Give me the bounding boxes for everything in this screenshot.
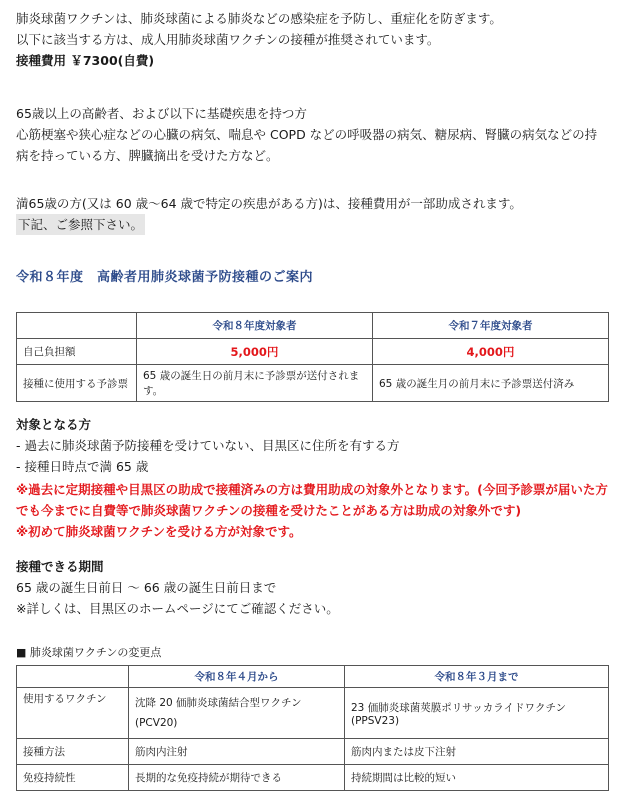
target-note-2: ※初めて肺炎球菌ワクチンを受ける方が対象です。: [16, 524, 302, 539]
table-header-cell: 令和７年度対象者: [373, 313, 609, 339]
row-label: 免疫持続性: [17, 765, 129, 791]
target-comparison-table: [16, 312, 609, 402]
table-row: [17, 365, 609, 402]
amount-r7: 4,000円: [373, 339, 609, 365]
table-cell: 筋肉内または皮下注射: [345, 739, 609, 765]
target-item-2: - 接種日時点で満 65 歳: [16, 459, 149, 474]
table-header-cell: 令和８年度対象者: [137, 313, 373, 339]
row-label: 使用するワクチン: [17, 688, 129, 739]
eligibility-line-2: 心筋梗塞や狭心症などの心臓の病気、喘息や COPD などの呼吸器の病気、糖尿病、腎臓の病気などの持病を持っている方、脾臓摘出を受けた方など。: [16, 127, 598, 163]
row-label: 自己負担額: [17, 339, 137, 365]
eligibility-line-1: 65歳以上の高齢者、および以下に基礎疾患を持つ方: [16, 106, 307, 121]
intro-line-1: 肺炎球菌ワクチンは、肺炎球菌による肺炎などの感染症を予防し、重症化を防ぎます。: [16, 11, 502, 26]
intro-line-2: 以下に該当する方は、成人用肺炎球菌ワクチンの接種が推奨されています。: [16, 32, 440, 47]
table-cell: 持続期間は比較的短い: [345, 765, 609, 791]
section-title: 令和８年度 高齢者用肺炎球菌予防接種のご案内: [16, 270, 314, 285]
period-line-1: 65 歳の誕生日前日 ～ 66 歳の誕生日前日まで: [16, 580, 277, 595]
subsidy-line-2: 下記、ご参照下さい。: [16, 214, 145, 235]
target-heading: 対象となる方: [16, 417, 92, 432]
table-cell: 65 歳の誕生日の前月末に予診票が送付されます。: [137, 365, 373, 402]
fee-line: 接種費用 ￥7300(自費): [16, 53, 155, 68]
table-cell: 筋肉内注射: [129, 739, 345, 765]
table-header-cell: 令和８年３月まで: [345, 666, 609, 688]
vaccine-changes-table: [16, 665, 609, 791]
table-cell: 23 価肺炎球菌莢膜ポリサッカライドワクチン(PPSV23): [345, 688, 609, 739]
table-row: [17, 688, 609, 739]
amount-r8: 5,000円: [137, 339, 373, 365]
table-row: [17, 765, 609, 791]
subsidy-line-1: 満65歳の方(又は 60 歳～64 歳で特定の疾患がある方)は、接種費用が一部助成されます。: [16, 196, 522, 211]
table-row: [17, 739, 609, 765]
table-cell: 沈降 20 価肺炎球菌結合型ワクチン(PCV20): [129, 688, 345, 739]
table-header-cell: [17, 313, 137, 339]
table-row: [17, 339, 609, 365]
table-cell: 65 歳の誕生月の前月末に予診票送付済み: [373, 365, 609, 402]
period-heading: 接種できる期間: [16, 559, 104, 574]
table-header-cell: [17, 666, 129, 688]
row-label: 接種方法: [17, 739, 129, 765]
table-cell: 長期的な免疫持続が期待できる: [129, 765, 345, 791]
row-label: 接種に使用する予診票: [17, 365, 137, 402]
changes-heading: ■ 肺炎球菌ワクチンの変更点: [16, 646, 162, 659]
target-note-1: ※過去に定期接種や目黒区の助成で接種済みの方は費用助成の対象外となります。(今回予診票が届いた方でも今までに自費等で肺炎球菌ワクチンの接種を受けたことがある方は助成の対象外です): [16, 482, 608, 518]
table-header-cell: 令和８年４月から: [129, 666, 345, 688]
period-line-2: ※詳しくは、目黒区のホームページにてご確認ください。: [16, 601, 339, 616]
target-item-1: - 過去に肺炎球菌予防接種を受けていない、目黒区に住所を有する方: [16, 438, 400, 453]
